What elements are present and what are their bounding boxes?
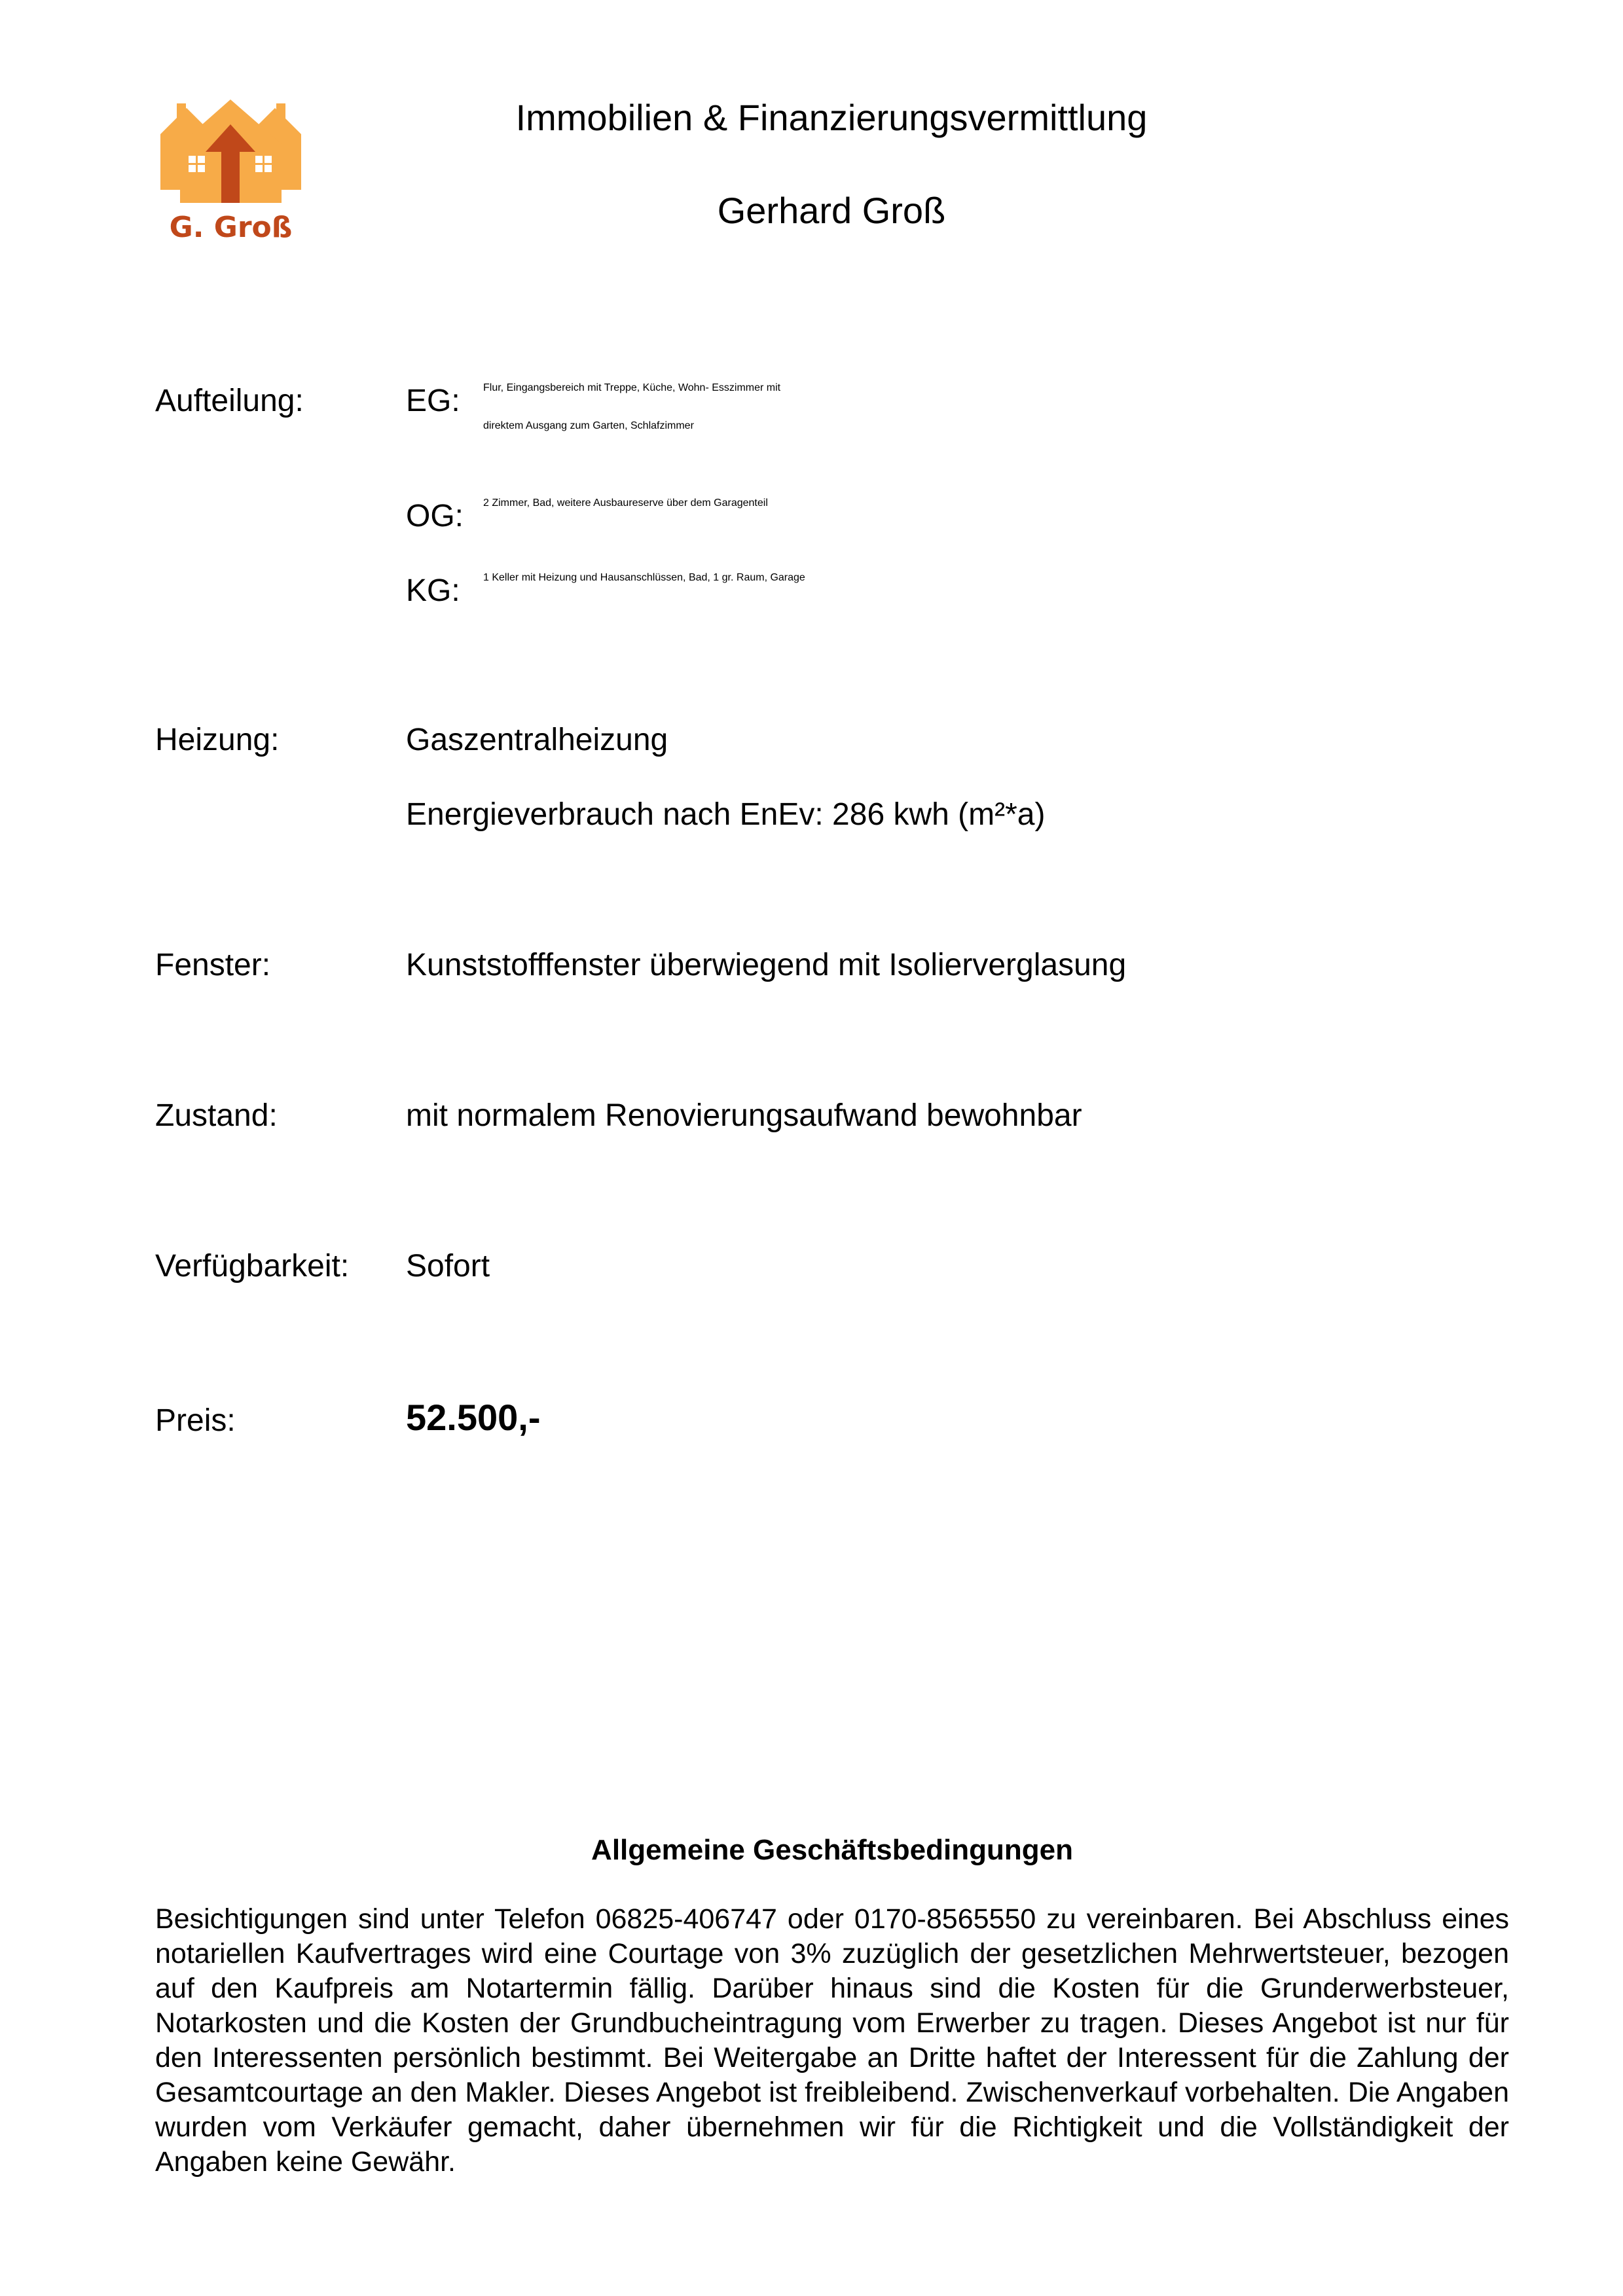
company-logo (157, 98, 308, 249)
eg-text-line1: Flur, Eingangsbereich mit Treppe, Küche, Wohn- Esszimmer mit (483, 382, 781, 393)
kg-text: 1 Keller mit Heizung und Hausanschlüssen, Bad, 1 gr. Raum, Garage (483, 572, 805, 583)
price-value: 52.500,- (406, 1397, 541, 1438)
verfuegbarkeit-value: Sofort (406, 1249, 490, 1283)
zustand-label: Zustand: (155, 1098, 278, 1133)
og-key: OG: (406, 499, 464, 533)
kg-key: KG: (406, 573, 460, 608)
zustand-value: mit normalem Renovierungsaufwand bewohnbar (406, 1098, 1082, 1133)
company-name: Gerhard Groß (717, 190, 946, 231)
verfuegbarkeit-label: Verfügbarkeit: (155, 1249, 350, 1283)
preis-label: Preis: (155, 1403, 236, 1438)
heizung-value: Gaszentralheizung (406, 723, 668, 757)
house-arrow-icon (157, 98, 304, 206)
agb-title: Allgemeine Geschäftsbedingungen (591, 1834, 1073, 1866)
energy-consumption: Energieverbrauch nach EnEv: 286 kwh (m²*a) (406, 797, 1046, 832)
eg-key: EG: (406, 384, 460, 418)
fenster-value: Kunststofffenster überwiegend mit Isolierverglasung (406, 948, 1127, 982)
fenster-label: Fenster: (155, 948, 271, 982)
company-subtitle: Immobilien & Finanzierungsvermittlung (515, 97, 1148, 138)
agb-text: Besichtigungen sind unter Telefon 06825-406747 oder 0170-8565550 zu vereinbaren. Bei Abschluss eines notariellen Kaufvertrages wird eine Courtage von 3% zuzüglich der gesetzlichen Mehrwertsteuer, bezogen auf den Kaufpreis am Notartermin fällig. Darüber hinaus sind die Kosten für die Grunderwerbsteuer, Notarkosten und die Kosten der Grundbucheintragung vom Erwerber zu tragen. Dieses Angebot ist nur für den Interessenten persönlich bestimmt. Bei Weitergabe an Dritte haftet der Interessent für die Zahlung der Gesamtcourtage an den Makler. Dieses Angebot ist freibleibend. Zwischenverkauf vorbehalten. Die Angaben wurden vom Verkäufer gemacht, daher übernehmen wir für die Richtigkeit und die Vollständigkeit der Angaben keine Gewähr. (155, 1903, 1509, 2178)
og-text: 2 Zimmer, Bad, weitere Ausbaureserve über dem Garagenteil (483, 497, 768, 509)
logo-brand-text: G. Groß (169, 211, 293, 244)
eg-text-line2: direktem Ausgang zum Garten, Schlafzimmer (483, 420, 694, 431)
aufteilung-label: Aufteilung: (155, 384, 304, 418)
heizung-label: Heizung: (155, 723, 280, 757)
